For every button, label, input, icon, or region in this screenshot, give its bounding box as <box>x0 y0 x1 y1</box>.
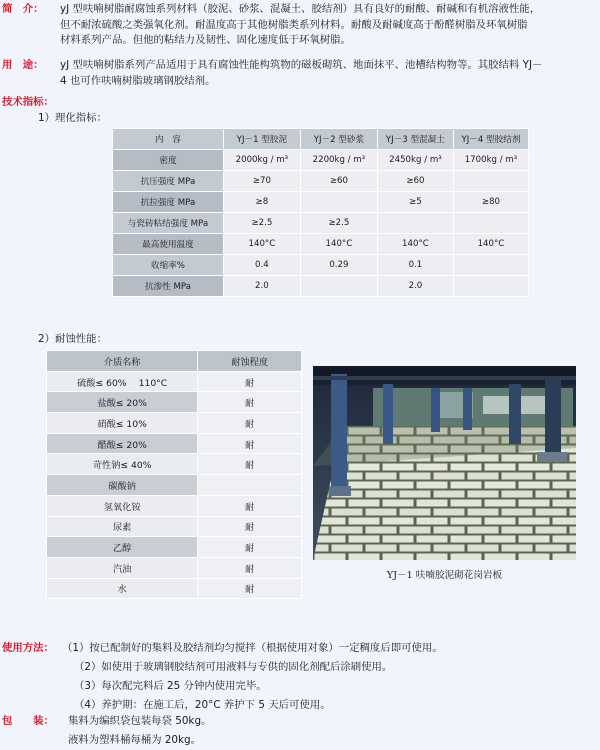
table-cell <box>453 171 528 192</box>
resistance-cell: 耐 <box>198 578 302 599</box>
packing-label: 包 装： <box>2 715 54 727</box>
corrosion-resistance-table <box>46 350 302 599</box>
table-cell: 1700kg / m³ <box>453 150 528 171</box>
brief-line: 材料系列产品。但他的粘结力及韧性、固化速度低于环氧树脂。 <box>60 34 351 46</box>
table-row <box>47 557 302 578</box>
table-row <box>47 371 302 392</box>
table-row <box>47 516 302 537</box>
table-row <box>113 171 529 192</box>
table-cell: 最高使用温度 <box>113 234 224 255</box>
table-cell <box>300 192 377 213</box>
table-row <box>47 475 302 496</box>
medium-cell: 苛性钠≤ 40% <box>47 454 198 475</box>
resistance-cell: 耐 <box>198 392 302 413</box>
table-cell: 收缩率% <box>113 255 224 276</box>
resistance-cell: 耐 <box>198 454 302 475</box>
table-row <box>113 276 529 297</box>
table-cell: ≥60 <box>377 171 453 192</box>
header-cell: 内 容 <box>113 129 224 150</box>
table-cell: ≥8 <box>223 192 300 213</box>
table-cell: ≥5 <box>377 192 453 213</box>
medium-cell: 盐酸≤ 20% <box>47 392 198 413</box>
table-row <box>113 213 529 234</box>
tiled-floor-photo <box>313 366 576 560</box>
medium-cell: 硫酸≤ 60% 110°C <box>47 371 198 392</box>
resistance-cell: 耐 <box>198 537 302 558</box>
use-line: yJ 型呋喃树脂系列产品适用于具有腐蚀性能构筑物的磁板砌筑、地面抹平、池槽结构物等。其胶结料 YJ－ <box>60 59 543 71</box>
brief-line: 但不耐浓硫酸之类强氧化剂。耐温度高于其他树脂类系列材料。耐酸及耐碱度高于酚醛树脂及环氧树脂 <box>60 18 528 31</box>
physical-properties-table <box>112 128 529 297</box>
usage-step: （2）如使用于玻璃钢胶结剂可用液料与专供的固化剂配后涂刷使用。 <box>74 661 393 673</box>
sub-heading-corrosion: 2）耐蚀性能： <box>38 333 107 345</box>
table-row <box>113 234 529 255</box>
table-cell: 与瓷砖粘结强度 MPa <box>113 213 224 234</box>
use-line: 4 也可作呋喃树脂玻璃钢胶结剂。 <box>60 74 216 87</box>
resistance-cell: 耐 <box>198 371 302 392</box>
usage-step: （1）按已配制好的集料及胶结剂均匀搅拌（根据使用对象）一定稠度后即可使用。 <box>62 642 443 654</box>
table-row <box>47 392 302 413</box>
table-cell: 140°C <box>453 234 528 255</box>
table-header-row <box>47 351 302 372</box>
table-cell: 抗压强度 MPa <box>113 171 224 192</box>
usage-label: 使用方法： <box>2 642 54 654</box>
table-cell: 密度 <box>113 150 224 171</box>
table-cell: ≥2.5 <box>300 213 377 234</box>
brief-label: 简 介： <box>2 3 44 15</box>
table-row <box>113 255 529 276</box>
header-cell: YJ－2 型砂浆 <box>300 129 377 150</box>
medium-cell: 氢氧化铵 <box>47 495 198 516</box>
table-row <box>113 150 529 171</box>
table-cell: 140°C <box>223 234 300 255</box>
sub-heading-physical: 1）理化指标： <box>38 112 107 124</box>
resistance-cell: 耐 <box>198 516 302 537</box>
table-row <box>47 537 302 558</box>
table-cell: 2450kg / m³ <box>377 150 453 171</box>
header-cell: 耐蚀程度 <box>198 351 302 372</box>
table-cell <box>453 276 528 297</box>
table-cell: 2.0 <box>377 276 453 297</box>
resistance-cell: 耐 <box>198 557 302 578</box>
table-header-row <box>113 129 529 150</box>
packing-line: 集料为编织袋包装每袋 50kg。 <box>68 715 212 727</box>
medium-cell: 硝酸≤ 10% <box>47 413 198 434</box>
resistance-cell <box>198 475 302 496</box>
use-label: 用 途： <box>2 59 44 71</box>
usage-step: （3）每次配完料后 25 分钟内使用完毕。 <box>74 680 267 692</box>
resistance-cell: 耐 <box>198 495 302 516</box>
table-row <box>47 578 302 599</box>
medium-cell: 醋酸≤ 20% <box>47 433 198 454</box>
table-cell: ≥2.5 <box>223 213 300 234</box>
table-cell: 140°C <box>300 234 377 255</box>
brief-text <box>60 2 598 49</box>
table-cell: 0.29 <box>300 255 377 276</box>
resistance-cell: 耐 <box>198 413 302 434</box>
medium-cell: 尿素 <box>47 516 198 537</box>
photo-caption: YJ－1 呋喃胶泥砌花岗岩板 <box>386 570 503 581</box>
table-cell <box>377 213 453 234</box>
table-cell: 抗拉强度 MPa <box>113 192 224 213</box>
table-row <box>113 192 529 213</box>
table-row <box>47 413 302 434</box>
medium-cell: 水 <box>47 578 198 599</box>
header-cell: YJ－4 型胶结剂 <box>453 129 528 150</box>
table-cell: 140°C <box>377 234 453 255</box>
table-cell: 2200kg / m³ <box>300 150 377 171</box>
brief-line: yJ 型呋喃树脂耐腐蚀系列材料（胶泥、砂浆、混凝土、胶结剂）具有良好的耐酸、耐碱和有机溶液性能， <box>60 3 541 15</box>
table-cell: 0.1 <box>377 255 453 276</box>
table-cell: ≥80 <box>453 192 528 213</box>
medium-cell: 碳酸钠 <box>47 475 198 496</box>
table-cell: 2000kg / m³ <box>223 150 300 171</box>
table-cell: 抗渗性 MPa <box>113 276 224 297</box>
table-cell <box>453 213 528 234</box>
table-cell <box>300 276 377 297</box>
medium-cell: 汽油 <box>47 557 198 578</box>
usage-step: （4）养护期：在施工后，20°C 养护下 5 天后可使用。 <box>74 699 331 711</box>
packing-line: 液料为塑料桶每桶为 20kg。 <box>68 734 202 746</box>
tech-heading: 技术指标： <box>2 96 54 108</box>
header-cell: YJ－1 型胶泥 <box>223 129 300 150</box>
header-cell: 介质名称 <box>47 351 198 372</box>
table-cell: ≥70 <box>223 171 300 192</box>
medium-cell: 乙醇 <box>47 537 198 558</box>
table-row <box>47 454 302 475</box>
table-cell <box>453 255 528 276</box>
use-text <box>60 58 598 89</box>
header-cell: YJ－3 型混凝土 <box>377 129 453 150</box>
table-cell: 0.4 <box>223 255 300 276</box>
table-row <box>47 433 302 454</box>
packing-text <box>68 714 211 747</box>
table-cell: 2.0 <box>223 276 300 297</box>
table-cell: ≥60 <box>300 171 377 192</box>
table-row <box>47 495 302 516</box>
usage-steps <box>62 641 598 712</box>
resistance-cell: 耐 <box>198 433 302 454</box>
